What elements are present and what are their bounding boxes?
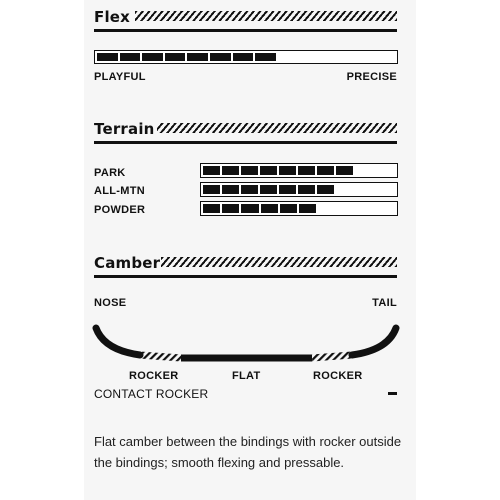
section-rule [94, 141, 397, 144]
meter-segment [261, 204, 278, 213]
zone-label-rocker-tail: ROCKER [313, 370, 363, 382]
meter-segment [298, 185, 315, 194]
nose-rocker-hatched-zone [140, 355, 181, 358]
terrain-meter-fill [203, 185, 334, 194]
meter-segment [260, 185, 277, 194]
meter-segment [317, 166, 334, 175]
terrain-title: Terrain [94, 120, 155, 138]
right-gutter [416, 0, 500, 500]
terrain-meter-park [200, 163, 398, 178]
meter-segment [317, 185, 334, 194]
hatch-decoration [135, 11, 397, 21]
zone-label-rocker-nose: ROCKER [129, 370, 179, 382]
camber-section-header [94, 253, 397, 277]
meter-segment [203, 166, 220, 175]
zone-label-flat: FLAT [232, 370, 261, 382]
meter-segment [142, 53, 163, 61]
meter-segment [299, 204, 316, 213]
tail-label: TAIL [372, 297, 397, 309]
camber-description: Flat camber between the bindings with rocker outside the bindings; smooth flexing and pressable. [94, 434, 402, 470]
meter-segment [279, 166, 296, 175]
meter-segment [280, 204, 297, 213]
meter-segment [336, 166, 353, 175]
board-specs-panel [84, 0, 416, 500]
camber-title: Camber [94, 254, 161, 272]
meter-segment [222, 166, 239, 175]
meter-segment [187, 53, 208, 61]
meter-segment [203, 185, 220, 194]
meter-segment [298, 166, 315, 175]
flex-left-label: PLAYFUL [94, 71, 146, 83]
flex-meter [94, 50, 398, 64]
terrain-label-park: PARK [94, 167, 126, 179]
meter-segment [241, 185, 258, 194]
nose-label: NOSE [94, 297, 127, 309]
hatch-decoration [157, 123, 397, 133]
terrain-label-powder: POWDER [94, 204, 146, 216]
section-rule [94, 29, 397, 32]
terrain-meter-fill [203, 204, 316, 213]
meter-segment [279, 185, 296, 194]
flex-title: Flex [94, 8, 131, 26]
tail-rocker-curve [352, 328, 396, 355]
meter-segment [222, 204, 239, 213]
terrain-section-header [94, 119, 397, 143]
meter-segment [165, 53, 186, 61]
meter-segment [241, 204, 258, 213]
camber-profile-diagram [84, 318, 416, 368]
collapse-minus-icon[interactable] [388, 392, 397, 395]
meter-segment [203, 204, 220, 213]
nose-rocker-curve [96, 328, 140, 355]
left-gutter [0, 0, 84, 500]
terrain-meter-powder [200, 201, 398, 216]
meter-segment [260, 166, 277, 175]
meter-segment [233, 53, 254, 61]
meter-segment [120, 53, 141, 61]
meter-segment [222, 185, 239, 194]
terrain-meter-fill [203, 166, 353, 175]
meter-segment [241, 166, 258, 175]
flex-meter-fill [97, 53, 276, 61]
section-rule [94, 275, 397, 278]
terrain-label-all-mtn: ALL-MTN [94, 185, 145, 197]
terrain-meter-all-mtn [200, 182, 398, 197]
flex-section-header [94, 7, 397, 31]
flex-right-label: PRECISE [346, 71, 397, 83]
camber-profile-name: CONTACT ROCKER [94, 387, 209, 401]
tail-rocker-hatched-zone [312, 355, 352, 358]
meter-segment [255, 53, 276, 61]
meter-segment [210, 53, 231, 61]
meter-segment [97, 53, 118, 61]
hatch-decoration [161, 257, 397, 267]
